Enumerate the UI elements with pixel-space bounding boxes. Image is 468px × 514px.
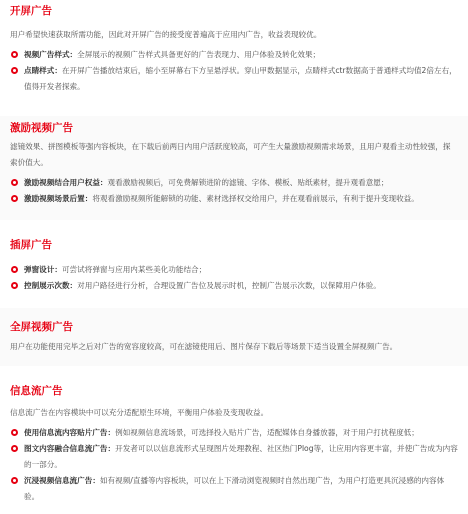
section-desc: 信息流广告在内容模块中可以充分适配原生环境，平衡用户体验及变现收益。	[10, 408, 269, 417]
bullet-icon	[11, 266, 18, 273]
list-item	[10, 473, 458, 505]
feature-list	[10, 262, 458, 294]
item-text: 可尝试将弹窗与应用内某些美化功能结合；	[61, 265, 207, 274]
feature-list	[10, 47, 458, 95]
item-label: 控制展示次数：	[24, 281, 78, 290]
item-label: 使用信息流内容贴片广告：	[24, 428, 116, 437]
section-rewarded-video-ad	[0, 116, 468, 220]
item-text: 如有视频/直播等内容板块，可以在上下滑动浏览视频时自然出现广告，为用户打造更具沉浸感的内容体验。	[24, 476, 445, 501]
list-item	[10, 47, 458, 63]
list-item	[10, 175, 458, 191]
list-item	[10, 191, 458, 207]
item-text: 观看激励视频后，可免费解锁进阶的滤镜、字体、模板、贴纸素材，提升观看意愿；	[107, 178, 389, 187]
item-label: 视频广告样式：	[24, 50, 78, 59]
item-text: 在开屏广告播放结束后，缩小至屏幕右下方呈悬浮状。穿山甲数据显示，点睛样式ctr数据高于普通样式均值2倍左右，值得开发者探索。	[24, 66, 457, 91]
list-item	[10, 262, 458, 278]
feature-list	[10, 425, 458, 505]
item-label: 弹窗设计：	[24, 265, 62, 274]
bullet-icon	[11, 445, 18, 452]
item-label: 激励视频场景后置：	[24, 194, 93, 203]
item-label: 激励视频结合用户权益：	[24, 178, 108, 187]
section-title: 开屏广告	[10, 5, 52, 17]
section-fullscreen-video-ad	[0, 308, 468, 366]
item-text: 全屏展示的视频广告样式具备更好的广告表现力、用户体验及转化效果；	[77, 50, 321, 59]
list-item	[10, 63, 458, 95]
list-item	[10, 278, 458, 294]
section-title: 全屏视频广告	[10, 321, 73, 333]
bullet-icon	[11, 429, 18, 436]
feature-list	[10, 175, 458, 207]
bullet-icon	[11, 67, 18, 74]
bullet-icon	[11, 477, 18, 484]
bullet-icon	[11, 51, 18, 58]
item-text: 例如视频信息流场景，可选择投入贴片广告，适配媒体自身播放器，对于用户打扰程度低；	[115, 428, 419, 437]
section-feed-ad	[0, 372, 468, 514]
section-desc: 滤镜效果、拼图模板等强内容板块，在下载后前两日内用户活跃度较高，可产生大量激励视频需求场景，且用户观看主动性较强，探索价值大。	[10, 142, 451, 167]
item-label: 点睛样式：	[24, 66, 62, 75]
bullet-icon	[11, 179, 18, 186]
item-text: 对用户路径进行分析，合理设置广告位及展示时机，控制广告展示次数，以保障用户体验。	[77, 281, 381, 290]
item-text: 开发者可以以信息流形式呈现图片处理教程、社区热门Plog等，让应用内容更丰富，并使广告成为内容的一部分。	[24, 444, 458, 469]
section-title: 插屏广告	[10, 239, 52, 251]
item-label: 沉浸视频信息流广告：	[24, 476, 100, 485]
bullet-icon	[11, 282, 18, 289]
section-splash-ad	[0, 4, 468, 106]
list-item	[10, 425, 458, 441]
bullet-icon	[11, 195, 18, 202]
section-interstitial-ad	[0, 230, 468, 300]
section-title: 激励视频广告	[10, 122, 73, 134]
list-item	[10, 441, 458, 473]
item-label: 图文内容融合信息流广告：	[24, 444, 116, 453]
section-title: 信息流广告	[10, 385, 63, 397]
item-text: 将观看激励视频所能解锁的功能、素材选择权交给用户，并在观看前展示，有利于提升变现收益。	[92, 194, 419, 203]
section-desc: 用户在功能使用完毕之后对广告的宽容度较高，可在滤镜使用后、图片保存下载后等场景下适当设置全屏视频广告。	[10, 342, 398, 351]
section-desc: 用户希望快速获取所需功能，因此对开屏广告的接受度普遍高于应用内广告，收益表现较优。	[10, 30, 322, 39]
